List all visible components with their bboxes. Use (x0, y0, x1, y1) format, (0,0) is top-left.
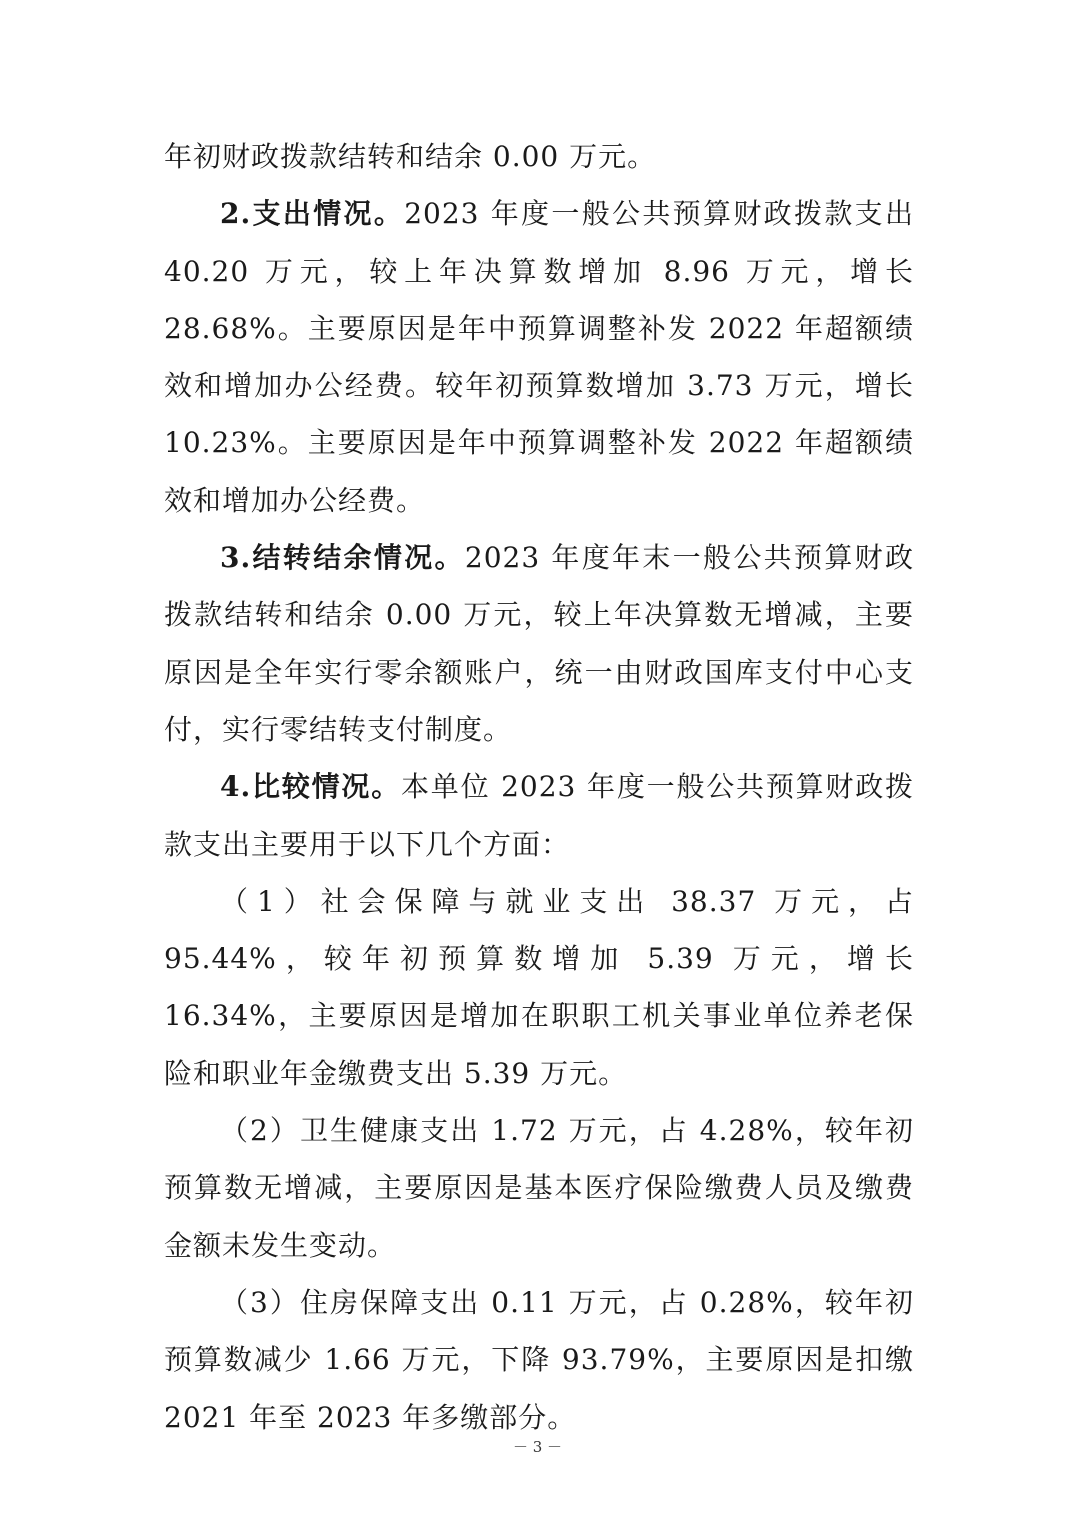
paragraph-item-2-health (164, 1102, 914, 1274)
paragraph-text: （2）卫生健康支出 1.72 万元，占 4.28%，较年初预算数无增减，主要原因是基本医疗保险缴费人员及缴费金额未发生变动。 (164, 1114, 914, 1262)
paragraph-text: （3）住房保障支出 0.11 万元，占 0.28%，较年初预算数减少 1.66 万元，下降 93.79%，主要原因是扣缴 2021 年至 2023 年多缴部分。 (164, 1285, 914, 1434)
paragraph-text: （1）社会保障与就业支出 38.37 万元，占 95.44%，较年初预算数增加 5.39 万元，增长 16.34%，主要原因是增加在职职工机关事业单位养老保险和职业年金缴费支出 5.39 万元。 (164, 884, 914, 1090)
paragraph-text: 年初财政拨款结转和结余 0.00 万元。 (164, 140, 657, 173)
paragraph-item-3-housing (164, 1274, 914, 1446)
document-body (164, 128, 914, 1446)
section-heading: 4.比较情况。 (220, 770, 402, 804)
paragraph-2-expenditure (164, 185, 914, 529)
paragraph-item-1-social-security (164, 873, 914, 1102)
section-heading: 3.结转结余情况。 (220, 541, 465, 575)
paragraph-4-comparison (164, 758, 914, 873)
paragraph-3-carryover (164, 529, 914, 758)
section-heading: 2.支出情况。 (220, 197, 405, 231)
paragraph-text: 2023 年度年末一般公共预算财政拨款结转和结余 0.00 万元，较上年决算数无增减，主要原因是全年实行零余额账户，统一由财政国库支付中心支付，实行零结转支付制度。 (164, 541, 914, 746)
paragraph-text: 本单位 2023 年度一般公共预算财政拨款支出主要用于以下几个方面： (164, 770, 915, 861)
page-number: － 3 － (512, 1438, 563, 1456)
paragraph-1 (164, 128, 914, 185)
paragraph-text: 2023 年度一般公共预算财政拨款支出 40.20 万元，较上年决算数增加 8.96 万元，增长 28.68%。主要原因是年中预算调整补发 2022 年超额绩效和增加办公经费。较年初预算数增加 3.73 万元，增长 10.23%。主要原因是年中预算调整补发 2022 年超额绩效和增加办公经费。 (164, 197, 914, 517)
